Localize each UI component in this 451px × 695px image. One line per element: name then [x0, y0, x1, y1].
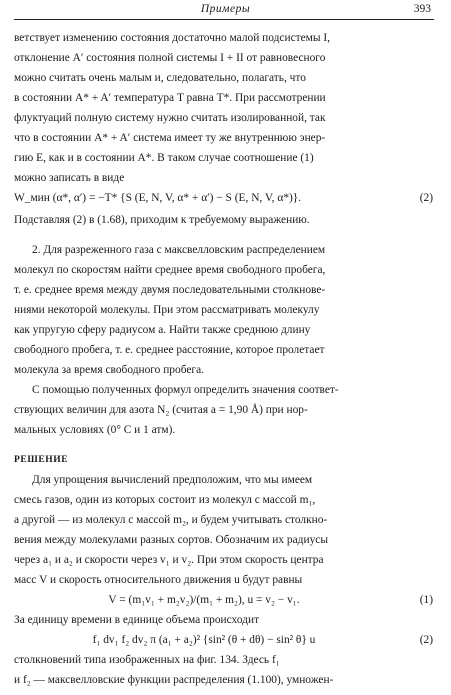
page-number: 393 [413, 3, 431, 15]
text-line: гию E, как и в состоянии A*. В таком случае соотношение (1) [14, 152, 314, 164]
text-line: ветствует изменению состояния достаточно малой подсистемы I, [14, 32, 331, 44]
text-line: Подставляя (2) в (1.68), приходим к требуемому выражению. [14, 214, 310, 226]
equation-line: V = (m₁v₁ + m₂v₂)/(m₁ + m₂), u = v₂ − v₁. [108, 594, 300, 606]
equation-number: (2) [419, 192, 433, 204]
problem-line: 2. Для разреженного газа с максвелловским распределением [32, 244, 326, 256]
problem-line: как упругую сферу радиусом a. Найти также среднюю длину [14, 324, 311, 336]
problem-line: молекула за время свободного пробега. [14, 364, 204, 376]
equation-number: (2) [419, 634, 433, 646]
running-title: Примеры [200, 3, 251, 15]
text-line: флуктуаций полную систему нужно считать изолированной, так [14, 112, 326, 124]
equation-line: f₁ dv₁ f₂ dv₂ π (a₁ + a₂)² {sin² (θ + dθ) − sin² θ} u [92, 634, 316, 646]
equation-line: W_мин (α*, α′) = −T* {S (E, N, V, α* + α′) − S (E, N, V, α*)}. [14, 192, 302, 204]
section-heading: РЕШЕНИЕ [14, 455, 69, 465]
problem-line: т. е. среднее время между двумя последовательными столкнове- [14, 284, 326, 296]
text-line: можно записать в виде [14, 172, 125, 184]
header-rule [14, 19, 434, 20]
text-line: отклонение A′ состояния полной системы I + II от равновесного [14, 52, 326, 64]
problem-line: ниями некоторой молекулы. При этом рассматривать молекулу [14, 304, 320, 316]
problem-line: С помощью полученных формул определить значения соответ- [32, 384, 339, 396]
text-line: в состоянии A* + A′ температура T равна T*. При рассмотрении [14, 92, 326, 104]
text-line: и f₂ — максвелловские функции распределения (1.100), умножен- [14, 674, 334, 686]
text-line: можно считать очень малым и, следовательно, полагать, что [14, 72, 306, 84]
text-line: а другой — из молекул с массой m₂, и будем учитывать столкно- [14, 514, 328, 526]
problem-line: молекул по скоростям найти среднее время свободного пробега, [14, 264, 326, 276]
problem-line: свободного пробега, т. е. среднее расстояние, которое пролетает [14, 344, 325, 356]
text-line: Для упрощения вычислений предположим, что мы имеем [32, 474, 313, 486]
text-line: За единицу времени в единице объема происходит [14, 614, 260, 626]
text-line: столкновений типа изображенных на фиг. 134. Здесь f₁ [14, 654, 280, 666]
text-line: масс V и скорость относительного движения u будут равны [14, 574, 303, 586]
problem-line: ствующих величин для азота N₂ (считая a = 1,90 Å) при нор- [14, 404, 308, 416]
text-line: смесь газов, один из которых состоит из молекул с массой m₁, [14, 494, 316, 506]
text-line: что в состоянии A* + A′ система имеет ту же внутреннюю энер- [14, 132, 326, 144]
text-line: через a₁ и a₂ и скорости через v₁ и v₂. При этом скорость центра [14, 554, 324, 566]
equation-number: (1) [419, 594, 433, 606]
text-line: вения между молекулами разных сортов. Обозначим их радиусы [14, 534, 328, 546]
problem-line: мальных условиях (0° С и 1 атм). [14, 424, 176, 436]
running-header [0, 0, 451, 20]
